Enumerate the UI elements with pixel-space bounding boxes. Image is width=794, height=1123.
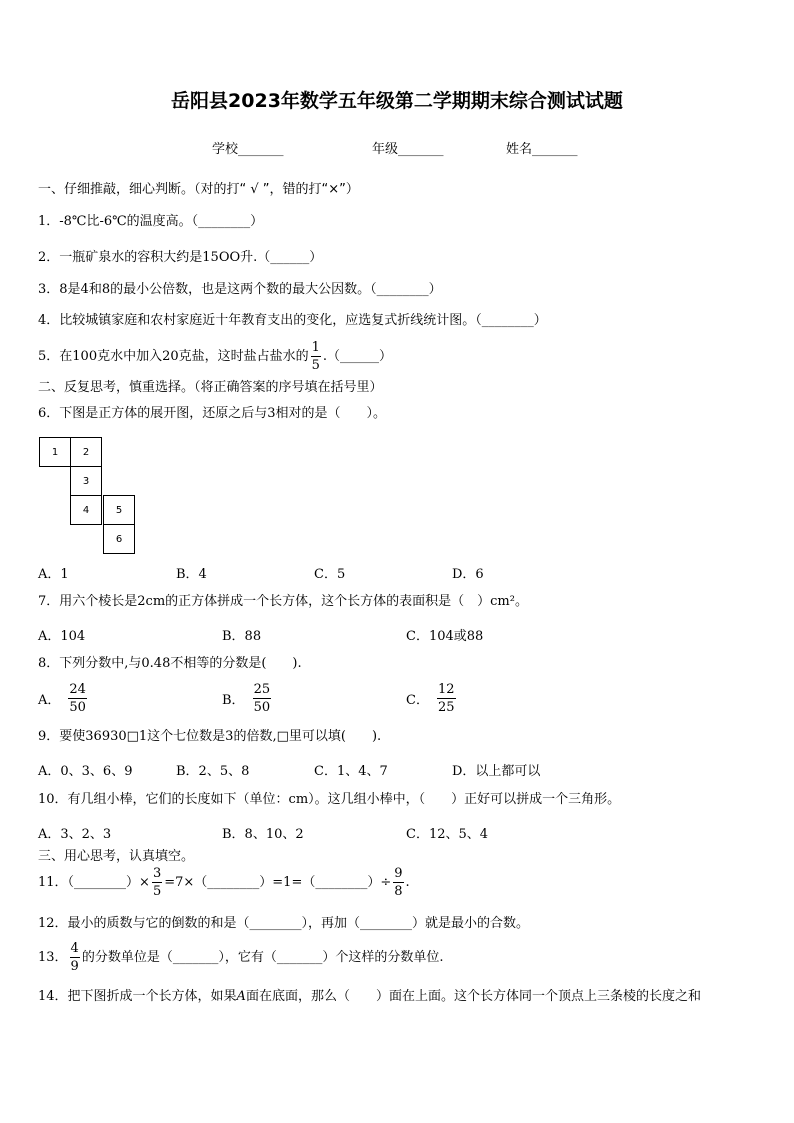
question-14 xyxy=(38,989,701,1005)
grade-field: 年级_______ xyxy=(372,142,444,157)
question-3: 3．8是4和8的最小公倍数，也是这两个数的最大公因数。（________） xyxy=(38,282,442,297)
option-label: B． xyxy=(222,693,245,708)
question-10: 10．有几组小棒，它们的长度如下（单位：cm）。这几组小棒中，（ ）正好可以拼成一个三角形。 xyxy=(38,792,621,807)
fraction-numerator: 12 xyxy=(437,682,455,697)
net-cell-3: 3 xyxy=(70,466,102,496)
fraction-denominator: 50 xyxy=(253,700,271,715)
question-11-part: . xyxy=(405,874,410,890)
question-14-face-label: A xyxy=(236,989,246,1004)
question-1: 1．-8℃比-6℃的温度高。（________） xyxy=(38,214,264,229)
question-13-fraction xyxy=(70,941,80,974)
fraction-numerator: 24 xyxy=(69,682,86,697)
question-2: 2．一瓶矿泉水的容积大约是15OO升.（______） xyxy=(38,250,323,265)
question-14-text-rest: 面在底面，那么（ ）面在上面。这个长方体同一个顶点上三条棱的长度之和 xyxy=(245,989,701,1004)
question-11-fraction-2 xyxy=(393,866,403,899)
name-field: 姓名_______ xyxy=(506,142,578,157)
section-3-heading: 三、用心思考，认真填空。 xyxy=(38,849,195,864)
question-6: 6．下图是正方体的展开图，还原之后与3相对的是（ ）。 xyxy=(38,406,387,421)
option-fraction xyxy=(437,682,456,715)
net-cell-2: 2 xyxy=(70,437,102,467)
q9-option-d: D．以上都可以 xyxy=(452,764,541,779)
fraction-denominator: 25 xyxy=(437,700,455,715)
net-cell-1: 1 xyxy=(39,437,71,467)
q9-option-b: B．2、5、8 xyxy=(176,764,250,779)
section-1-heading: 一、仔细推敲，细心判断。（对的打“ √ ”，错的打“×”） xyxy=(38,182,359,197)
q10-option-c: C．12、5、4 xyxy=(406,827,489,842)
fraction-numerator: 3 xyxy=(152,866,162,881)
question-7: 7．用六个棱长是2cm的正方体拼成一个长方体，这个长方体的表面积是（ ）cm²。 xyxy=(38,594,528,609)
question-12: 12．最小的质数与它的倒数的和是（________），再加（________）就是最小的合数。 xyxy=(38,916,530,931)
q9-option-a: A．0、3、6、9 xyxy=(38,764,133,779)
question-13-text: 的分数单位是（_______），它有（_______）个这样的分数单位. xyxy=(81,949,444,965)
question-13 xyxy=(38,941,443,974)
q6-option-a: A．1 xyxy=(38,567,69,582)
fraction-numerator: 1 xyxy=(311,340,320,355)
q7-option-a: A．104 xyxy=(38,629,86,644)
question-5-blank: .（______） xyxy=(322,348,393,364)
q9-option-c: C．1、4、7 xyxy=(314,764,388,779)
question-8: 8．下列分数中,与0.48不相等的分数是( ). xyxy=(38,656,302,671)
fraction-denominator: 5 xyxy=(311,358,320,373)
net-cell-5: 5 xyxy=(103,495,135,525)
q8-option-c xyxy=(406,682,458,715)
fraction-denominator: 5 xyxy=(152,884,162,899)
q6-option-c: C．5 xyxy=(314,567,346,582)
question-4: 4．比较城镇家庭和农村家庭近十年教育支出的变化，应选复式折线统计图。（________） xyxy=(38,313,547,328)
fraction-denominator: 8 xyxy=(394,884,403,899)
q10-option-b: B．8、10、2 xyxy=(222,827,304,842)
question-13-number: 13． xyxy=(38,949,68,965)
net-cell-4: 4 xyxy=(70,495,102,525)
q8-option-b xyxy=(222,682,273,715)
question-11-part: 11．（________）× xyxy=(38,874,150,890)
question-5 xyxy=(38,340,392,373)
question-11-part: =7×（________）=1=（________）÷ xyxy=(164,874,392,890)
option-label: A． xyxy=(38,693,61,708)
net-cell-6: 6 xyxy=(103,524,135,554)
option-fraction xyxy=(253,682,272,715)
q7-option-c: C．104或88 xyxy=(406,629,484,644)
q10-option-a: A．3、2、3 xyxy=(38,827,112,842)
page-title: 岳阳县2023年数学五年级第二学期期末综合测试试题 xyxy=(171,90,623,112)
question-5-fraction xyxy=(311,340,321,373)
q8-option-a xyxy=(38,682,89,715)
fraction-denominator: 50 xyxy=(69,700,86,715)
section-2-heading: 二、反复思考，慎重选择。（将正确答案的序号填在括号里） xyxy=(38,380,383,395)
fraction-numerator: 4 xyxy=(70,941,79,956)
q6-option-d: D．6 xyxy=(452,567,484,582)
question-9: 9．要使36930□1这个七位数是3的倍数,□里可以填( ). xyxy=(38,729,382,744)
option-fraction xyxy=(68,682,87,715)
q6-option-b: B．4 xyxy=(176,567,207,582)
question-11-fraction-1 xyxy=(152,866,162,899)
question-11 xyxy=(38,866,410,899)
question-14-text: 14．把下图折成一个长方体，如果 xyxy=(38,989,237,1004)
fraction-numerator: 9 xyxy=(394,866,403,881)
fraction-numerator: 25 xyxy=(253,682,271,697)
question-5-text: 5．在100克水中加入20克盐，这时盐占盐水的 xyxy=(38,348,309,364)
school-field: 学校_______ xyxy=(212,142,284,157)
option-label: C． xyxy=(406,693,429,708)
q7-option-b: B．88 xyxy=(222,629,262,644)
fraction-denominator: 9 xyxy=(70,959,79,974)
